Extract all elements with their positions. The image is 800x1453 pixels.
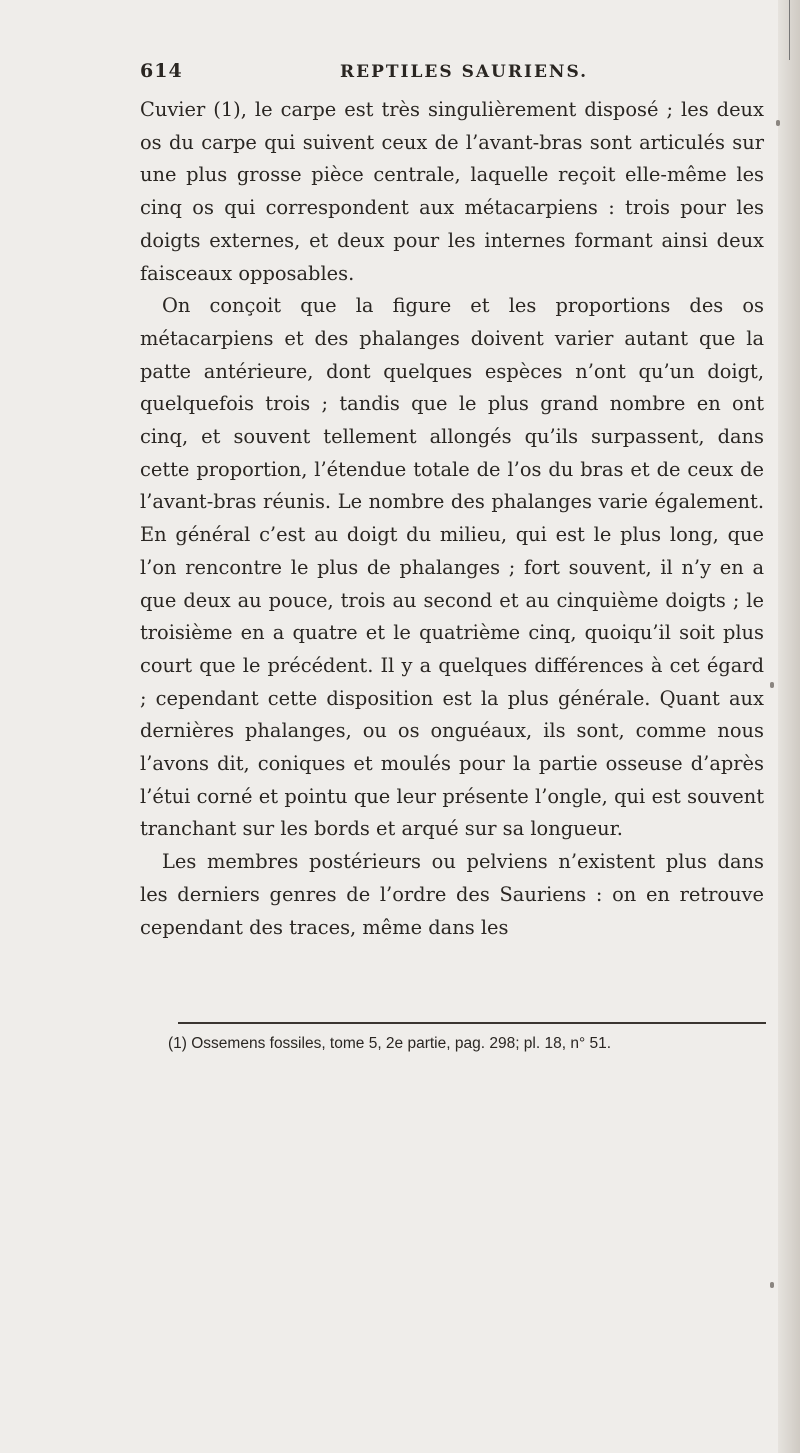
paragraph-1: Cuvier (1), le carpe est très singulièrement disposé ; les deux os du carpe qui suivent ceux de l’avant-bras sont articulés sur une plus grosse pièce centrale, laquelle reçoit elle-même les cinq os qui correspondent aux métacarpiens : trois pour les doigts externes, et deux pour les internes formant ainsi deux faisceaux opposables. <box>140 98 764 285</box>
body-text <box>140 94 764 944</box>
footnote: (1) Ossemens fossiles, tome 5, 2e partie, pag. 298; pl. 18, n° 51. <box>168 1035 612 1052</box>
paper-speck <box>770 682 774 688</box>
binding-edge-line <box>789 0 790 60</box>
paragraph-2: On conçoit que la figure et les proportions des os métacarpiens et des phalanges doivent varier autant que la patte antérieure, dont quelques espèces n’ont qu’un doigt, quelquefois trois ; tandis que le plus grand nombre en ont cinq, et souvent tellement allongés qu’ils surpassent, dans cette proportion, l’étendue totale de l’os du bras et de ceux de l’avant-bras réunis. Le nombre des phalanges varie également. En général c’est au doigt du milieu, qui est le plus long, que l’on rencontre le plus de phalanges ; fort souvent, il n’y en a que deux au pouce, trois au second et au cinquième doigts ; le troisième en a quatre et le quatrième cinq, quoiqu’il soit plus court que le précédent. Il y a quelques différences à cet égard ; cependant cette disposition est la plus générale. Quant aux dernières phalanges, ou os onguéaux, ils sont, comme nous l’avons dit, coniques et moulés pour la partie osseuse d’après l’étui corné et pointu que leur présente l’ongle, qui est souvent tranchant sur les bords et arqué sur sa longueur. <box>140 294 764 841</box>
page-gutter-shadow <box>778 0 800 1453</box>
page-number: 614 <box>140 60 183 82</box>
paragraph-3: Les membres postérieurs ou pelviens n’existent plus dans les derniers genres de l’ordre des Sauriens : on en retrouve cependant des traces, même dans les <box>140 850 764 939</box>
page-header <box>140 60 780 94</box>
running-head: REPTILES SAURIENS. <box>340 62 589 82</box>
paper-speck <box>776 120 780 126</box>
footnote-rule <box>178 1022 766 1024</box>
paper-speck <box>770 1282 774 1288</box>
